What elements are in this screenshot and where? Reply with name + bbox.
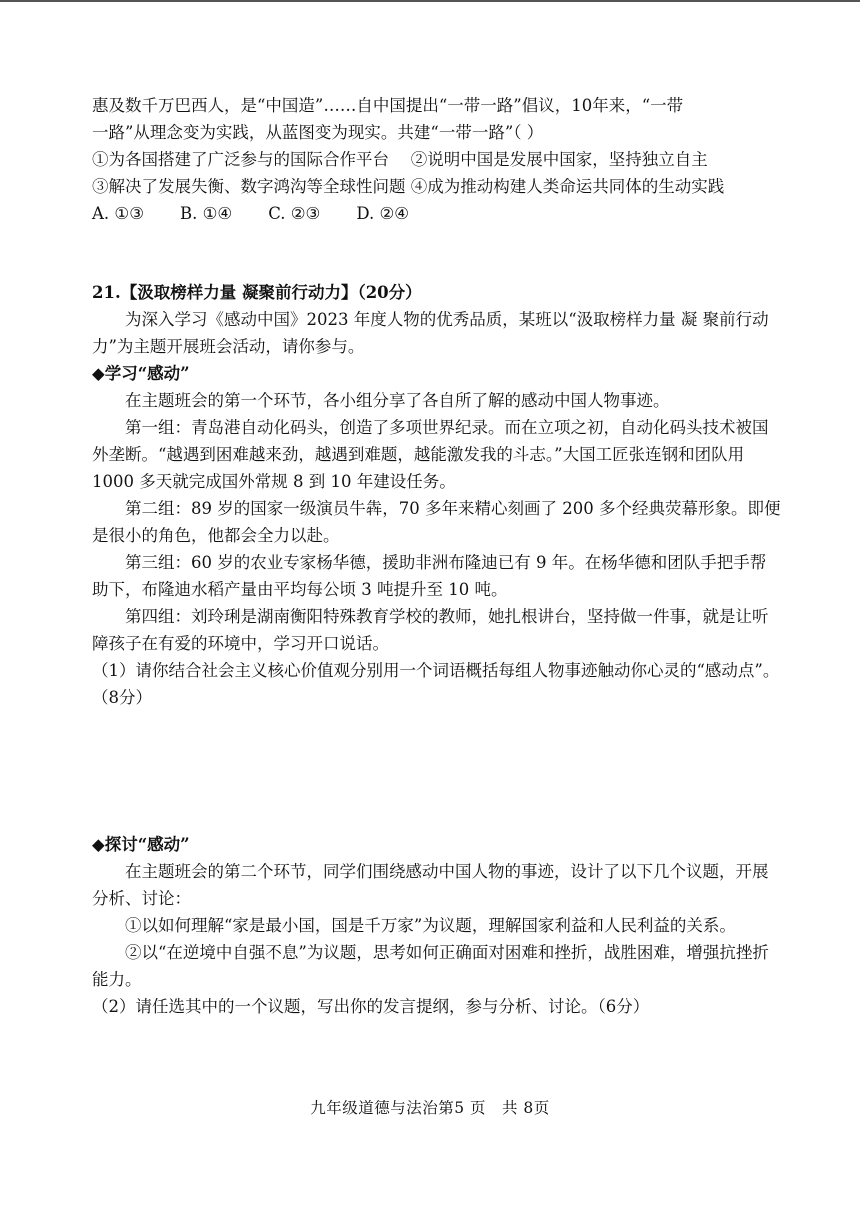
- choice-c: C. ②③: [268, 204, 321, 223]
- topic-2-text: ②以“在逆境中自强不息”为议题，思考如何正确面对困难和挫折，战胜困难，增强抗挫折能力。: [92, 943, 769, 989]
- answer-space-1: [92, 711, 782, 831]
- choice-b: B. ①④: [180, 204, 233, 223]
- group-1-text: 第一组：青岛港自动化码头，创造了多项世界纪录。而在立项之初，自动化码头技术被国外垄断。“越遇到困难越来劲，越遇到难题，越能激发我的斗志。”大国工匠张连钢和团队用 1000 多天就完成国外常规 8 到 10 年建设任务。: [92, 418, 769, 491]
- q21-title: 21.【汲取榜样力量 凝聚前行动力】（20分）: [92, 283, 422, 302]
- page-top-edge: [0, 0, 860, 2]
- choice-a: A. ①③: [92, 204, 144, 223]
- q20-choices: [92, 200, 782, 227]
- topic-1-text: ①以如何理解“家是最小国，国是千万家”为议题，理解国家利益和人民利益的关系。: [125, 916, 736, 935]
- sub-question-2: （2）请任选其中的一个议题，写出你的发言提纲，参与分析、讨论。（6分）: [92, 997, 650, 1016]
- sub-question-1: （1）请你结合社会主义核心价值观分别用一个词语概括每组人物事迹触动你心灵的“感动点”。（8分）: [92, 661, 780, 707]
- q20-option-line-1: ①为各国搭建了广泛参与的国际合作平台 ②说明中国是发展中国家，坚持独立自主: [92, 150, 708, 169]
- page-footer: 九年级道德与法治第5 页 共 8页: [310, 1099, 550, 1117]
- section-2-heading: ◆探讨“感动”: [92, 835, 190, 854]
- section-1-heading: ◆学习“感动”: [92, 364, 190, 383]
- question-21: [92, 279, 782, 1020]
- q20-line-2: 一路”从理念变为实践，从蓝图变为现实。共建“一带一路”（ ）: [92, 123, 544, 142]
- section-1-lead: 在主题班会的第一个环节，各小组分享了各自所了解的感动中国人物事迹。: [125, 391, 670, 410]
- section-2-lead: 在主题班会的第二个环节，同学们围绕感动中国人物的事迹，设计了以下几个议题，开展分析、讨论：: [92, 862, 769, 908]
- group-2-text: 第二组：89 岁的国家一级演员牛犇，70 多年来精心刻画了 200 多个经典荧幕形象。即便是很小的角色，他都会全力以赴。: [92, 499, 781, 545]
- group-4-text: 第四组：刘玲琍是湖南衡阳特殊教育学校的教师，她扎根讲台，坚持做一件事，就是让听障孩子在有爱的环境中，学习开口说话。: [92, 607, 769, 653]
- group-3-text: 第三组：60 岁的农业专家杨华德，援助非洲布隆迪已有 9 年。在杨华德和团队手把手帮助下，布隆迪水稻产量由平均每公顷 3 吨提升至 10 吨。: [92, 553, 767, 599]
- q21-intro: 为深入学习《感动中国》2023 年度人物的优秀品质，某班以“汲取榜样力量 凝 聚前行动力”为主题开展班会活动，请你参与。: [92, 310, 769, 356]
- choice-d: D. ②④: [356, 204, 410, 223]
- q20-option-line-2: ③解决了发展失衡、数字鸿沟等全球性问题 ④成为推动构建人类命运共同体的生动实践: [92, 177, 725, 196]
- q20-line-1: 惠及数千万巴西人，是“中国造”……自中国提出“一带一路”倡议，10年来，“一带: [92, 96, 684, 115]
- exam-page: [92, 92, 782, 1020]
- question-20-continuation: [92, 92, 782, 227]
